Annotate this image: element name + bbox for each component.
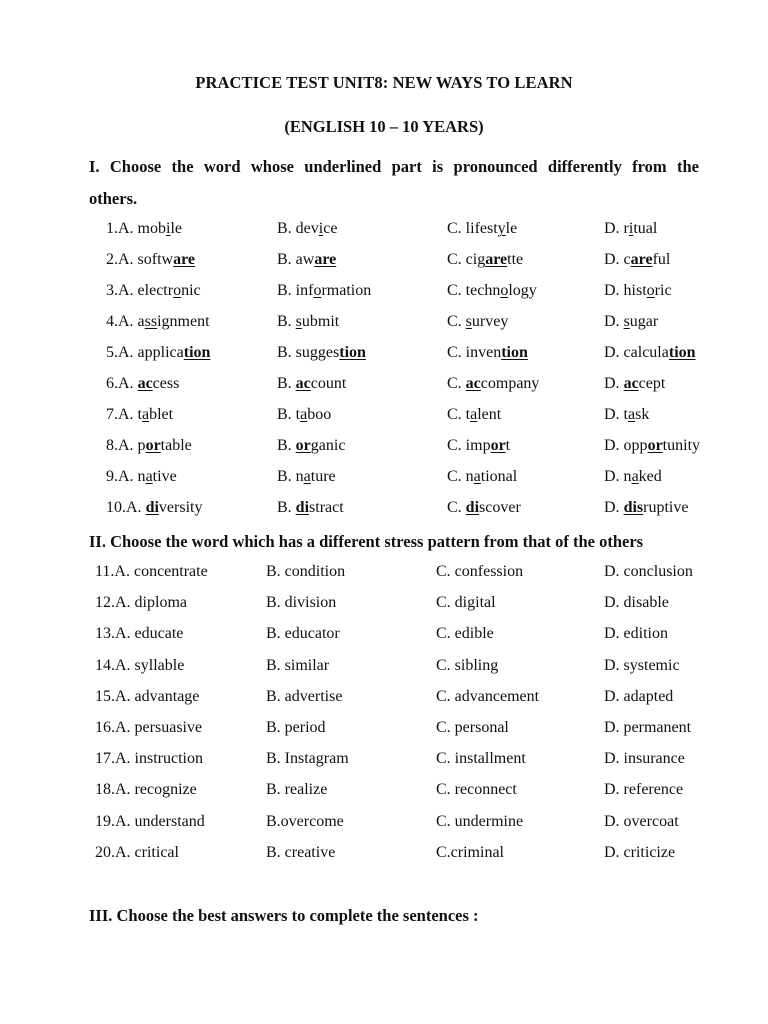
option-text: D. r: [604, 220, 629, 237]
answer-option: [277, 437, 345, 455]
page-subtitle: (ENGLISH 10 – 10 YEARS): [284, 117, 484, 136]
option-text: urvey: [471, 313, 509, 330]
question-row: [0, 499, 768, 521]
underlined-part: tion: [501, 344, 528, 361]
underlined-part: are: [314, 251, 337, 268]
answer-option: [604, 437, 700, 455]
underlined-part: ac: [295, 375, 311, 392]
option-text: ugar: [629, 313, 659, 330]
answer-option: D. systemic: [604, 656, 680, 674]
option-text: B.: [277, 375, 296, 392]
option-text: table: [160, 437, 192, 454]
option-text: D.: [604, 375, 624, 392]
question-row: [0, 282, 768, 304]
answer-option: [277, 468, 336, 486]
page-title: PRACTICE TEST UNIT8: NEW WAYS TO LEARN: [195, 73, 573, 92]
option-text: 8.A. p: [106, 437, 146, 454]
answer-option: B. division: [266, 594, 337, 612]
option-text: company: [480, 375, 540, 392]
option-text: B.: [277, 437, 296, 454]
underlined-part: a: [300, 406, 308, 423]
answer-option: 20.A. critical: [95, 843, 179, 861]
option-text: ignment: [157, 313, 210, 330]
question-row: [0, 375, 768, 397]
option-text: rmation: [321, 282, 372, 299]
answer-option: C. personal: [436, 719, 509, 736]
answer-option: C. digital: [436, 594, 496, 612]
answer-option: [447, 344, 528, 362]
option-text: C. imp: [447, 437, 491, 454]
option-text: stract: [309, 499, 344, 516]
section-1-heading-continued: others.: [89, 189, 138, 208]
question-row: [0, 313, 768, 335]
answer-option: C. confession: [436, 563, 524, 580]
underlined-part: o: [646, 282, 655, 299]
answer-option: [604, 344, 696, 362]
answer-option: D. insurance: [604, 750, 685, 768]
underlined-part: tion: [183, 344, 211, 361]
option-text: B. inf: [277, 282, 314, 299]
underlined-part: a: [470, 406, 478, 423]
option-text: boo: [307, 406, 332, 423]
question-row: [0, 468, 768, 490]
underlined-part: di: [145, 499, 159, 516]
answer-option: B. similar: [266, 656, 330, 674]
option-text: C. lifest: [447, 220, 498, 237]
option-text: scover: [479, 499, 521, 516]
underlined-part: ac: [623, 375, 639, 392]
question-row: [0, 220, 768, 242]
answer-option: [277, 313, 339, 331]
underlined-part: tion: [668, 344, 696, 361]
answer-option: B. creative: [266, 843, 336, 861]
option-text: 10.A.: [106, 499, 146, 516]
underlined-part: o: [500, 282, 509, 299]
option-text: tive: [152, 468, 177, 485]
answer-option: D. conclusion: [604, 563, 693, 580]
option-text: C. techn: [447, 282, 501, 299]
answer-option: [604, 251, 670, 269]
option-text: B. t: [277, 406, 301, 423]
answer-option: 15.A. advantage: [95, 687, 200, 705]
question-row: [0, 688, 768, 710]
answer-option: C. reconnect: [436, 781, 517, 799]
option-text: logy: [508, 282, 537, 299]
option-text: ful: [652, 251, 671, 268]
section-2-heading: II. Choose the word which has a different stress pattern from that of the others: [89, 532, 644, 551]
answer-option: 11.A. concentrate: [95, 563, 208, 580]
underlined-part: a: [473, 468, 481, 485]
option-text: le: [505, 220, 518, 237]
answer-option: [604, 282, 672, 300]
answer-option: [106, 468, 177, 486]
answer-option: D. permanent: [604, 719, 692, 736]
underlined-part: ac: [137, 375, 153, 392]
option-text: 2.A. softw: [106, 251, 174, 268]
option-text: 6.A.: [106, 375, 138, 392]
answer-option: B. condition: [266, 563, 346, 580]
answer-option: [447, 406, 501, 424]
answer-option: C.criminal: [436, 843, 504, 861]
answer-option: B. educator: [266, 625, 340, 643]
answer-option: [106, 282, 201, 300]
answer-option: C. edible: [436, 625, 494, 643]
underlined-part: or: [145, 437, 161, 454]
option-text: count: [310, 375, 347, 392]
answer-option: B. advertise: [266, 687, 343, 705]
answer-option: [447, 251, 523, 269]
option-text: 7.A. t: [106, 406, 142, 423]
answer-option: 13.A. educate: [95, 625, 184, 643]
answer-option: [277, 375, 346, 393]
question-row: [0, 657, 768, 679]
option-text: cept: [638, 375, 666, 392]
option-text: cess: [152, 375, 180, 392]
underlined-part: s: [623, 313, 630, 330]
underlined-part: a: [142, 406, 150, 423]
underlined-part: s: [295, 313, 302, 330]
option-text: 5.A. applica: [106, 344, 184, 361]
option-text: D. n: [604, 468, 632, 485]
option-text: ruptive: [643, 499, 689, 516]
underlined-part: ac: [465, 375, 481, 392]
answer-option: C. sibling: [436, 656, 499, 674]
answer-option: [106, 406, 173, 424]
answer-option: [447, 220, 517, 238]
answer-option: [447, 437, 510, 455]
question-row: [0, 844, 768, 866]
answer-option: [277, 282, 371, 300]
option-text: D. c: [604, 251, 631, 268]
answer-option: 17.A. instruction: [95, 750, 203, 768]
answer-option: [277, 344, 366, 362]
underlined-part: or: [647, 437, 663, 454]
answer-option: [604, 220, 657, 238]
question-row: [0, 625, 768, 647]
answer-option: [447, 468, 517, 486]
answer-option: [277, 406, 331, 424]
option-text: ked: [638, 468, 662, 485]
answer-option: D. disable: [604, 594, 669, 612]
underlined-part: y: [497, 220, 506, 237]
answer-option: [447, 499, 521, 517]
answer-option: B. period: [266, 719, 326, 736]
question-row: [0, 344, 768, 366]
option-text: ubmit: [301, 313, 340, 330]
answer-option: [106, 251, 195, 269]
answer-option: [604, 406, 649, 424]
answer-option: [106, 220, 182, 238]
answer-option: [106, 437, 192, 455]
option-text: lent: [477, 406, 502, 423]
answer-option: B.overcome: [266, 812, 344, 830]
underlined-part: are: [173, 251, 196, 268]
underlined-part: i: [318, 220, 324, 237]
option-text: 4.A. a: [106, 313, 145, 330]
option-text: ce: [323, 220, 338, 237]
question-row: [0, 781, 768, 803]
option-text: versity: [158, 499, 203, 516]
answer-option: D. edition: [604, 625, 668, 643]
underlined-part: i: [628, 220, 634, 237]
option-text: C. n: [447, 468, 474, 485]
option-text: C.: [447, 313, 466, 330]
option-text: B. dev: [277, 220, 319, 237]
option-text: B.: [277, 313, 296, 330]
section-1-heading: I. Choose the word whose underlined part is pronounced differently from the: [89, 157, 699, 176]
underlined-part: dis: [623, 499, 644, 516]
underlined-part: a: [628, 406, 636, 423]
answer-option: [604, 313, 658, 331]
answer-option: [106, 499, 202, 517]
option-text: C. cig: [447, 251, 486, 268]
option-text: C. t: [447, 406, 471, 423]
option-text: B. sugges: [277, 344, 340, 361]
option-text: D. opp: [604, 437, 648, 454]
underlined-part: are: [630, 251, 653, 268]
answer-option: 16.A. persuasive: [95, 719, 203, 736]
underlined-part: a: [303, 468, 311, 485]
answer-option: 12.A. diploma: [95, 594, 187, 612]
option-text: le: [170, 220, 182, 237]
question-row: [0, 750, 768, 772]
option-text: D.: [604, 499, 624, 516]
question-row: [0, 719, 768, 741]
answer-option: [106, 313, 210, 331]
option-text: t: [505, 437, 511, 454]
question-row: [0, 406, 768, 428]
option-text: nic: [181, 282, 201, 299]
option-text: C. inven: [447, 344, 502, 361]
option-text: sk: [635, 406, 650, 423]
answer-option: [106, 344, 210, 362]
underlined-part: ss: [144, 313, 158, 330]
answer-option: [106, 375, 179, 393]
answer-option: 18.A. recognize: [95, 781, 197, 799]
underlined-part: s: [465, 313, 472, 330]
option-text: B. aw: [277, 251, 315, 268]
answer-option: [604, 375, 665, 393]
answer-option: 14.A. syllable: [95, 656, 185, 674]
question-row: [0, 813, 768, 835]
question-row: [0, 563, 768, 585]
option-text: D. calcula: [604, 344, 669, 361]
answer-option: D. criticize: [604, 843, 676, 861]
answer-option: D. overcoat: [604, 812, 679, 830]
option-text: 1.A. mob: [106, 220, 166, 237]
option-text: ganic: [310, 437, 346, 454]
option-text: B. n: [277, 468, 304, 485]
answer-option: B. realize: [266, 781, 328, 799]
option-text: D.: [604, 313, 624, 330]
option-text: ture: [310, 468, 336, 485]
option-text: tte: [507, 251, 524, 268]
underlined-part: di: [465, 499, 480, 516]
answer-option: [604, 468, 662, 486]
option-text: D. t: [604, 406, 628, 423]
question-row: [0, 594, 768, 616]
answer-option: D. adapted: [604, 687, 674, 705]
answer-option: [447, 282, 537, 300]
answer-option: 19.A. understand: [95, 812, 205, 830]
answer-option: [447, 375, 539, 393]
underlined-part: are: [485, 251, 508, 268]
option-text: tional: [480, 468, 518, 485]
option-text: D. hist: [604, 282, 647, 299]
question-row: [0, 437, 768, 459]
question-row: [0, 251, 768, 273]
underlined-part: or: [490, 437, 506, 454]
answer-option: [604, 499, 688, 517]
answer-option: [277, 220, 337, 238]
answer-option: C. advancement: [436, 687, 540, 705]
option-text: 9.A. n: [106, 468, 146, 485]
answer-option: C. installment: [436, 750, 526, 768]
answer-option: [277, 499, 344, 517]
underlined-part: a: [145, 468, 153, 485]
option-text: B.: [277, 499, 296, 516]
section-3-heading: III. Choose the best answers to complete the sentences :: [89, 906, 479, 925]
underlined-part: tion: [339, 344, 366, 361]
answer-option: C. undermine: [436, 812, 524, 830]
underlined-part: a: [631, 468, 639, 485]
answer-option: [447, 313, 508, 331]
underlined-part: o: [173, 282, 182, 299]
option-text: blet: [149, 406, 174, 423]
option-text: 3.A. electr: [106, 282, 174, 299]
underlined-part: o: [313, 282, 322, 299]
option-text: C.: [447, 375, 466, 392]
answer-option: [277, 251, 336, 269]
option-text: C.: [447, 499, 466, 516]
option-text: ric: [654, 282, 672, 299]
underlined-part: i: [166, 220, 171, 237]
option-text: tunity: [662, 437, 701, 454]
answer-option: B. Instagram: [266, 750, 349, 768]
underlined-part: or: [295, 437, 311, 454]
option-text: tual: [633, 220, 658, 237]
answer-option: D. reference: [604, 781, 684, 799]
underlined-part: di: [295, 499, 310, 516]
